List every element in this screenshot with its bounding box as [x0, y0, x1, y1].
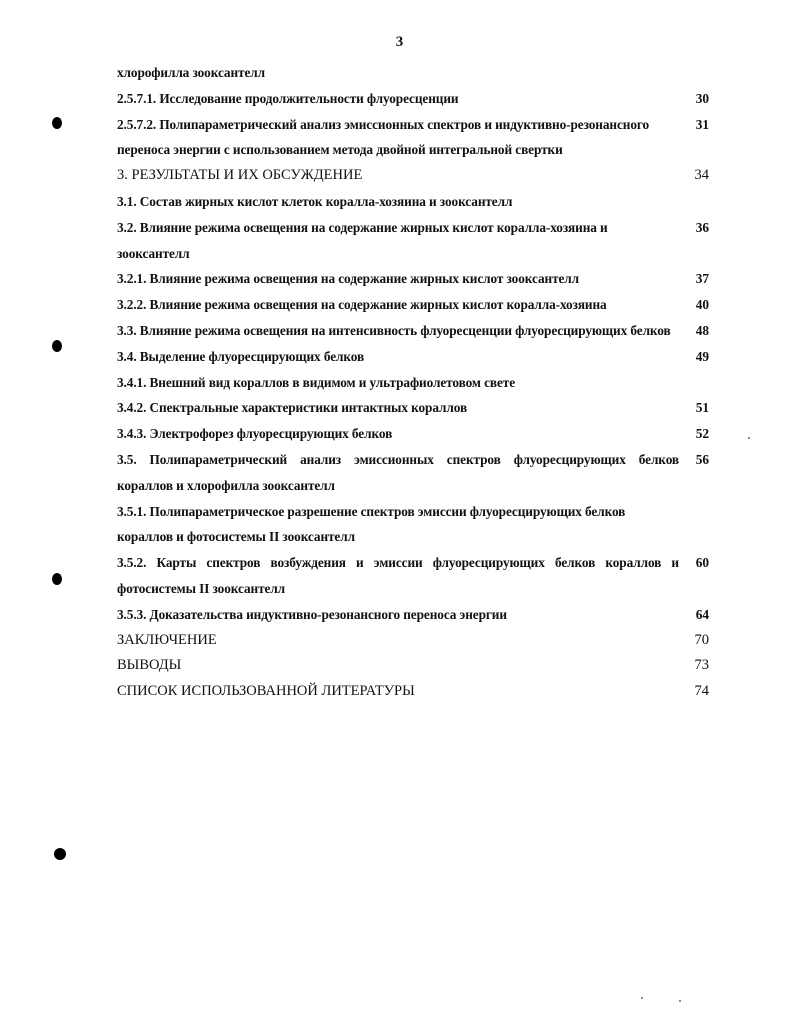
toc-entry-title: хлорофилла зооксантелл [117, 65, 265, 80]
toc-entry-page-number: 74 [694, 683, 709, 700]
toc-entry-page-number: 73 [694, 657, 709, 674]
binding-hole-mark [52, 340, 62, 352]
toc-entry [117, 215, 709, 267]
toc-entry [117, 679, 709, 705]
toc-entry [117, 395, 709, 421]
toc-entry-title: 3.5.1. Полипараметрическое разрешение спектров эмиссии флуоресцирующих белков кораллов и фотосистемы II зооксантелл [117, 503, 626, 545]
toc-entry [117, 499, 709, 551]
toc-entry [117, 86, 709, 112]
toc-entry [117, 292, 709, 318]
binding-hole-mark [52, 117, 62, 129]
toc-entry [117, 370, 709, 396]
toc-entry-page-number: 70 [694, 631, 709, 648]
toc-entry-title: 3. РЕЗУЛЬТАТЫ И ИХ ОБСУЖДЕНИЕ [117, 167, 363, 184]
toc-entry-page-number: 49 [695, 348, 709, 364]
toc-entry [117, 266, 709, 292]
toc-entry-page-number: 48 [695, 322, 709, 338]
toc-entry-page-number: 40 [695, 297, 709, 313]
toc-entry [117, 421, 709, 447]
toc-entry-title: 3.2.2. Влияние режима освещения на содержание жирных кислот коралла-хозяина [117, 297, 607, 313]
toc-entry-page-number: 31 [695, 116, 709, 132]
toc-entry [117, 628, 709, 654]
toc-entry [117, 163, 709, 189]
table-of-contents [117, 60, 709, 705]
toc-entry-page-number: 60 [695, 555, 709, 571]
toc-entry-title: 3.1. Состав жирных кислот клеток коралла-хозяина и зооксантелл [117, 193, 513, 209]
toc-entry [117, 447, 709, 499]
scan-speck [679, 1000, 681, 1002]
toc-entry-page-number: 64 [695, 606, 709, 622]
toc-entry-page-number: 34 [694, 167, 709, 184]
toc-entry-title: 3.4. Выделение флуоресцирующих белков [117, 348, 365, 364]
toc-entry-title: 3.3. Влияние режима освещения на интенсивность флуоресценции флуоресцирующих белков [117, 322, 671, 338]
toc-entry-page-number: 51 [695, 400, 709, 416]
toc-entry-title: 3.5. Полипараметрический анализ эмиссионных спектров флуоресцирующих белков кораллов и хлорофилла зооксантелл [117, 451, 679, 493]
binding-hole-mark [54, 848, 66, 860]
toc-entry-page-number: 52 [695, 426, 709, 442]
toc-entry-title: 3.4.2. Спектральные характеристики интактных кораллов [117, 400, 468, 416]
scan-speck [641, 997, 643, 999]
toc-entry [117, 653, 709, 679]
toc-entry-title: 3.2.1. Влияние режима освещения на содержание жирных кислот зооксантелл [117, 271, 580, 287]
toc-entry-title: СПИСОК ИСПОЛЬЗОВАННОЙ ЛИТЕРАТУРЫ [117, 683, 415, 700]
toc-entry [117, 60, 709, 86]
toc-entry [117, 318, 709, 344]
toc-entry-title: ЗАКЛЮЧЕНИЕ [117, 631, 217, 648]
binding-hole-mark [52, 573, 62, 585]
toc-entry-title: 3.2. Влияние режима освещения на содержание жирных кислот коралла-хозяина и зооксантелл [117, 219, 608, 261]
toc-entry-title: 3.4.1. Внешний вид кораллов в видимом и ультрафиолетовом свете [117, 374, 516, 390]
toc-entry-page-number: 56 [695, 451, 709, 467]
toc-entry [117, 550, 709, 602]
toc-entry-title: 2.5.7.1. Исследование продолжительности флуоресценции [117, 90, 459, 106]
page-number: 3 [395, 34, 404, 50]
toc-entry-title: 2.5.7.2. Полипараметрический анализ эмиссионных спектров и индуктивно-резонансного переноса энергии с использованием метода двойной интегральной свертки [117, 116, 650, 158]
scan-speck [748, 437, 750, 439]
toc-entry-title: 3.5.2. Карты спектров возбуждения и эмиссии флуоресцирующих белков кораллов и фотосистемы II зооксантелл [117, 555, 679, 596]
toc-entry [117, 344, 709, 370]
toc-entry [117, 112, 709, 164]
toc-entry [117, 189, 709, 215]
toc-entry-title: ВЫВОДЫ [117, 657, 182, 674]
toc-entry [117, 602, 709, 628]
toc-entry-page-number: 37 [695, 271, 709, 287]
toc-entry-page-number: 36 [695, 219, 709, 235]
toc-entry-title: 3.4.3. Электрофорез флуоресцирующих белков [117, 426, 393, 442]
toc-entry-page-number: 30 [695, 90, 709, 106]
toc-entry-title: 3.5.3. Доказательства индуктивно-резонансного переноса энергии [117, 606, 507, 622]
